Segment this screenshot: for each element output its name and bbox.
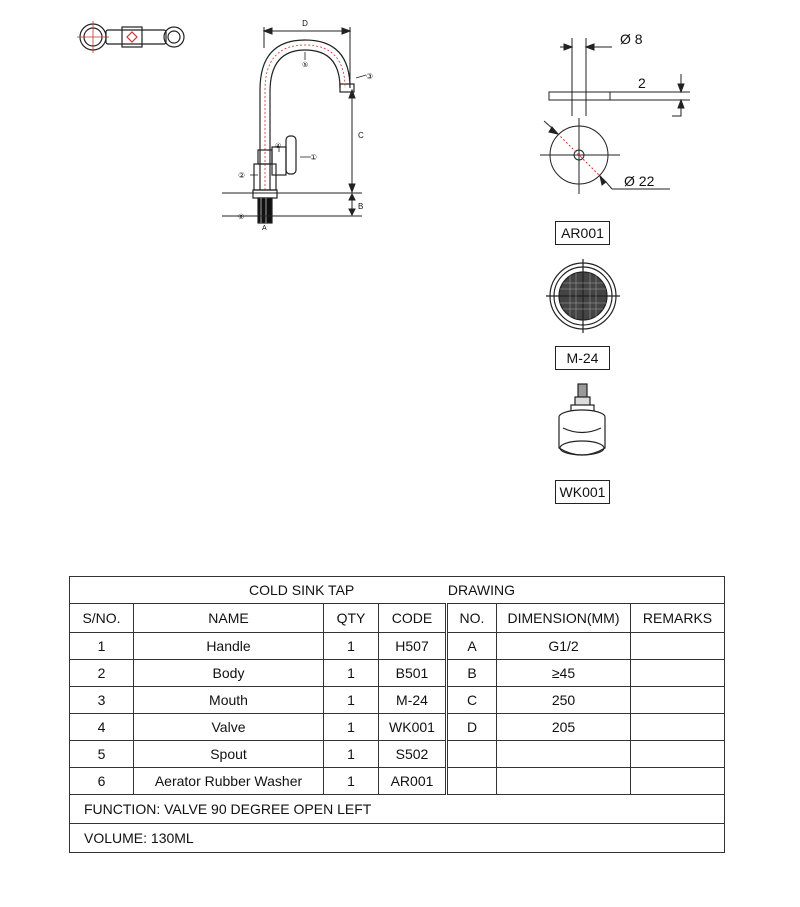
cell-dimension: G1/2 (497, 633, 631, 660)
cell-code: WK001 (379, 714, 447, 741)
header-sno: S/NO. (70, 604, 134, 633)
cell-name: Mouth (134, 687, 324, 714)
cell-dimension: 205 (497, 714, 631, 741)
cell-code: M-24 (379, 687, 447, 714)
callout-1: ① (310, 153, 318, 162)
cell-name: Spout (134, 741, 324, 768)
header-code: CODE (379, 604, 447, 633)
cell-remarks (631, 687, 725, 714)
cell-qty: 1 (324, 714, 379, 741)
aerator-washer-drawing (540, 38, 690, 194)
cell-code: H507 (379, 633, 447, 660)
cell-name: Body (134, 660, 324, 687)
dimension-d-label: D (302, 19, 308, 28)
volume-row (70, 824, 725, 853)
cell-name: Handle (134, 633, 324, 660)
cell-qty: 1 (324, 660, 379, 687)
cell-remarks (631, 660, 725, 687)
spec-table (69, 576, 725, 853)
table-header-row (70, 604, 725, 633)
header-remarks: REMARKS (631, 604, 725, 633)
cell-sno: 6 (70, 768, 134, 795)
table-row (70, 768, 725, 795)
counter-lines (222, 193, 362, 216)
mouth-aerator-drawing (546, 259, 620, 333)
dimension-d (264, 27, 350, 88)
header-qty: QTY (324, 604, 379, 633)
cell-dimension (497, 768, 631, 795)
dimension-c-label: C (358, 131, 364, 140)
cell-no: C (447, 687, 497, 714)
callout-6: ⑥ (238, 214, 245, 221)
volume-text: VOLUME: 130ML (70, 824, 725, 853)
cell-code: B501 (379, 660, 447, 687)
table-row (70, 714, 725, 741)
aerator-thickness: 2 (638, 75, 646, 91)
cell-sno: 5 (70, 741, 134, 768)
top-view-thumbnail (77, 21, 184, 53)
drawing-label: DRAWING (447, 582, 516, 598)
valve-cartridge-drawing (559, 384, 605, 455)
dimension-b-label: B (358, 202, 364, 211)
table-row (70, 633, 725, 660)
header-no: NO. (447, 604, 497, 633)
cell-qty: 1 (324, 741, 379, 768)
cell-remarks (631, 768, 725, 795)
callout-3: ③ (366, 72, 374, 81)
function-row (70, 795, 725, 824)
header-dimension: DIMENSION(MM) (497, 604, 631, 633)
cell-sno: 1 (70, 633, 134, 660)
cell-code: S502 (379, 741, 447, 768)
cell-dimension: 250 (497, 687, 631, 714)
cell-dimension: ≥45 (497, 660, 631, 687)
cell-dimension (497, 741, 631, 768)
cell-name: Valve (134, 714, 324, 741)
cell-remarks (631, 714, 725, 741)
callout-5: ⑤ (302, 62, 309, 69)
function-text: FUNCTION: VALVE 90 DEGREE OPEN LEFT (70, 795, 725, 824)
dimension-c (349, 90, 355, 192)
aerator-outer-diameter: Ø 8 (620, 31, 643, 47)
header-name: NAME (134, 604, 324, 633)
cell-no: B (447, 660, 497, 687)
cell-no (447, 768, 497, 795)
callout-4: ④ (275, 143, 282, 150)
cell-sno: 4 (70, 714, 134, 741)
cell-sno: 3 (70, 687, 134, 714)
cell-qty: 1 (324, 768, 379, 795)
table-row (70, 741, 725, 768)
cell-name: Aerator Rubber Washer (134, 768, 324, 795)
cell-no (447, 741, 497, 768)
table-title: COLD SINK TAP (248, 582, 354, 598)
cell-sno: 2 (70, 660, 134, 687)
cell-qty: 1 (324, 633, 379, 660)
cell-no: A (447, 633, 497, 660)
table-title-row (70, 577, 725, 604)
cell-remarks (631, 633, 725, 660)
table-row (70, 687, 725, 714)
cell-qty: 1 (324, 687, 379, 714)
part-label-wk001: WK001 (555, 480, 610, 504)
table-row (70, 660, 725, 687)
cell-remarks (631, 741, 725, 768)
dimension-a-label: A (262, 225, 267, 232)
aerator-inner-diameter: Ø 22 (624, 173, 655, 189)
dimension-b (349, 194, 355, 215)
part-label-m24: M-24 (555, 346, 610, 370)
part-label-ar001: AR001 (555, 221, 610, 245)
cell-code: AR001 (379, 768, 447, 795)
cell-no: D (447, 714, 497, 741)
callout-2: ② (238, 171, 246, 180)
